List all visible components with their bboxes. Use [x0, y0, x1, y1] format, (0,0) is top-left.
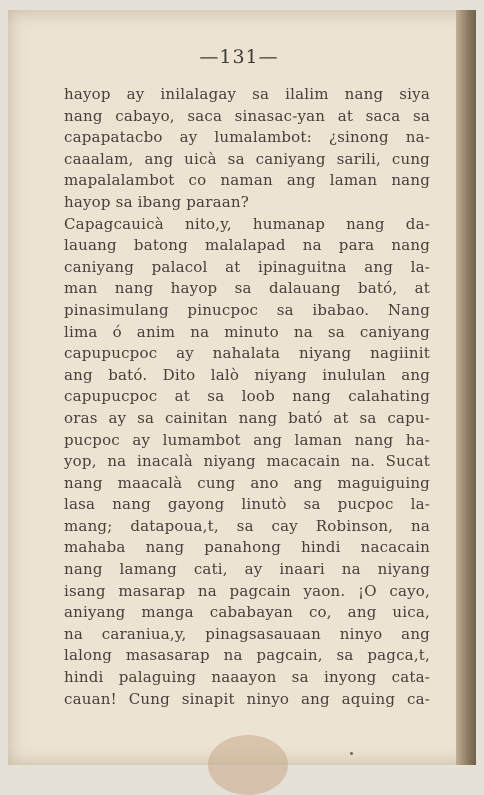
text-line: nang maacalà cung ano ang maguiguing: [64, 473, 430, 492]
book-spine-edge: [456, 10, 476, 765]
page-number: —131—: [199, 46, 279, 68]
text-line: oras ay sa cainitan nang bató at sa capu-: [64, 408, 430, 427]
text-line: mang; datapoua,t, sa cay Robinson, na: [64, 516, 430, 535]
text-line: caniyang palacol at ipinaguitna ang la-: [64, 257, 430, 276]
body-text: [64, 84, 430, 710]
text-line: mahaba nang panahong hindi nacacain: [64, 538, 430, 557]
text-line: lima ó anim na minuto na sa caniyang: [64, 322, 430, 341]
text-line: hindi palaguing naaayon sa inyong cata-: [64, 668, 430, 687]
text-line: isang masarap na pagcain yaon. ¡O cayo,: [64, 581, 430, 600]
text-line: ang bató. Dito lalò niyang inululan ang: [64, 365, 430, 384]
text-line: nang cabayo, saca sinasac-yan at saca sa: [64, 106, 430, 125]
text-line: pucpoc ay lumambot ang laman nang ha-: [64, 430, 430, 449]
text-line: lauang batong malalapad na para nang: [64, 236, 430, 255]
text-line: yop, na inacalà niyang macacain na. Sucat: [64, 452, 430, 471]
text-line: capapatacbo ay lumalambot: ¿sinong na-: [64, 128, 430, 147]
text-line: na caraniua,y, pinagsasauaan ninyo ang: [64, 624, 430, 643]
text-line: pinasimulang pinucpoc sa ibabao. Nang: [64, 300, 430, 319]
text-line: hayop sa ibang paraan?: [64, 192, 249, 211]
ink-dot: [350, 752, 353, 755]
text-line: caaalam, ang uicà sa caniyang sarili, cung: [64, 149, 430, 168]
text-line: nang lamang cati, ay inaari na niyang: [64, 560, 430, 579]
text-line: hayop ay inilalagay sa ilalim nang siya: [64, 85, 430, 103]
page-stain: [208, 735, 288, 795]
text-line: cauan! Cung sinapit ninyo ang aquing ca-: [64, 689, 430, 708]
book-page: [8, 10, 470, 765]
text-line: lalong masasarap na pagcain, sa pagca,t,: [64, 646, 430, 665]
text-line: man nang hayop sa dalauang bató, at: [64, 279, 430, 298]
text-line: capupucpoc at sa loob nang calahating: [64, 387, 430, 406]
text-line: aniyang manga cababayan co, ang uica,: [64, 603, 430, 622]
text-line: capupucpoc ay nahalata niyang nagiinit: [64, 344, 430, 363]
text-line: Capagcauicà nito,y, humanap nang da-: [64, 214, 430, 233]
text-line: lasa nang gayong linutò sa pucpoc la-: [64, 495, 430, 514]
text-line: mapalalambot co naman ang laman nang: [64, 171, 430, 190]
